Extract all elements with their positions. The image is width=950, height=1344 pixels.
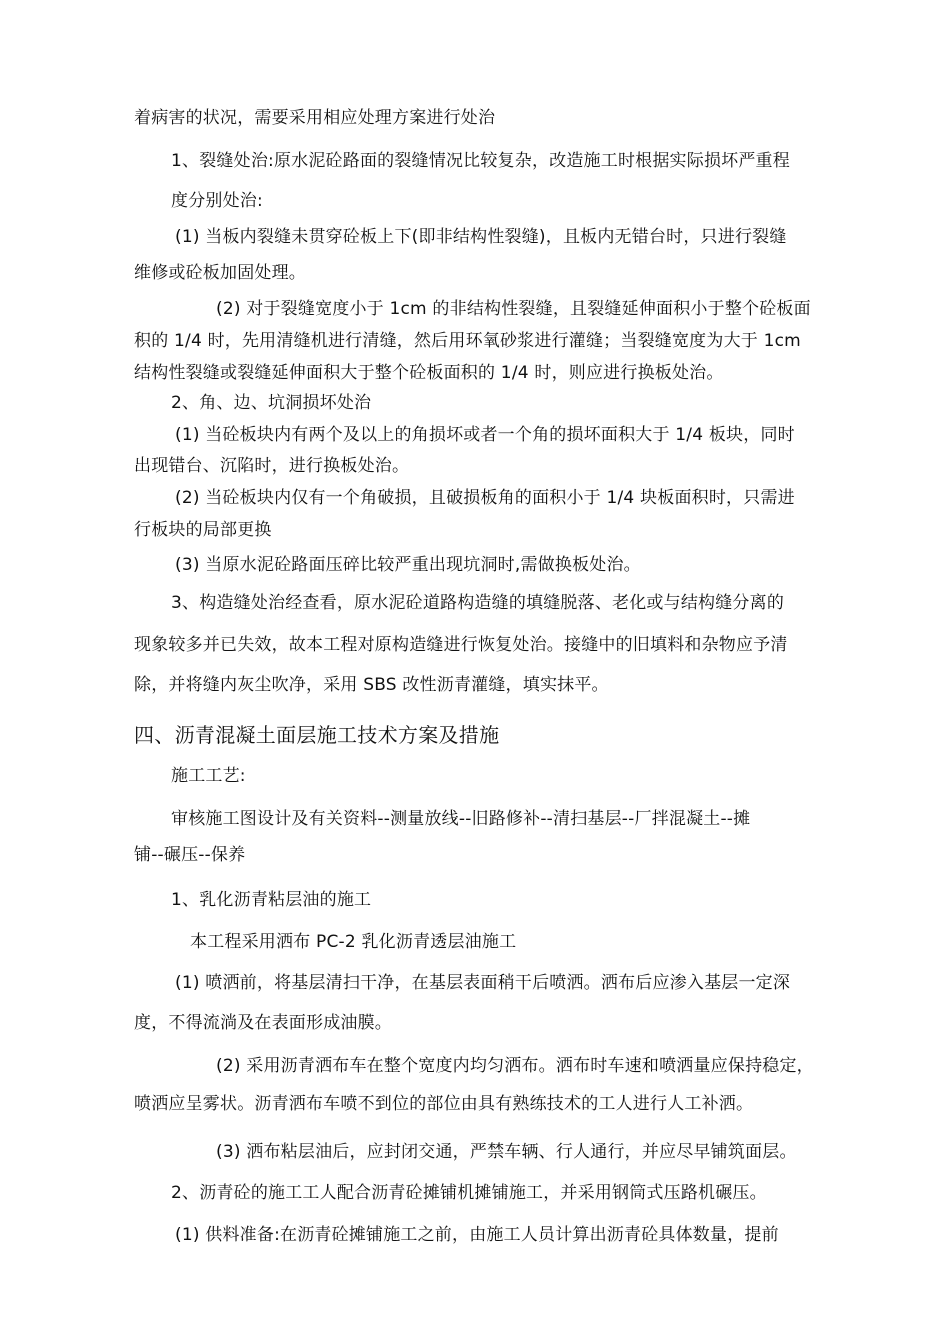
paragraph-line: (2) 当砼板块内仅有一个角破损，且破损板角的面积小于 1/4 块板面积时，只需进 <box>175 488 795 508</box>
paragraph-line: 2、沥青砼的施工工人配合沥青砼摊铺机摊铺施工，并采用钢筒式压路机碾压。 <box>171 1183 767 1203</box>
paragraph-line: (1) 当砼板块内有两个及以上的角损坏或者一个角的损坏面积大于 1/4 板块，同时 <box>175 425 795 445</box>
paragraph-line: (3) 洒布粘层油后，应封闭交通，严禁车辆、行人通行，并应尽早铺筑面层。 <box>216 1142 797 1162</box>
paragraph-line: 施工工艺: <box>171 766 246 786</box>
paragraph-line: 结构性裂缝或裂缝延伸面积大于整个砼板面积的 1/4 时，则应进行换板处治。 <box>134 363 724 383</box>
paragraph-line: 现象较多并已失效，故本工程对原构造缝进行恢复处治。接缝中的旧填料和杂物应予清 <box>134 635 788 655</box>
paragraph-line: (1) 供料准备:在沥青砼摊铺施工之前，由施工人员计算出沥青砼具体数量，提前 <box>175 1225 779 1245</box>
paragraph-line: 出现错台、沉陷时，进行换板处治。 <box>134 456 410 476</box>
paragraph-line: 本工程采用洒布 PC-2 乳化沥青透层油施工 <box>190 932 517 952</box>
paragraph-line: 度，不得流淌及在表面形成油膜。 <box>134 1013 392 1033</box>
paragraph-line: (2) 对于裂缝宽度小于 1cm 的非结构性裂缝，且裂缝延伸面积小于整个砼板面 <box>216 299 811 319</box>
paragraph-line: 审核施工图设计及有关资料--测量放线--旧路修补--清扫基层--厂拌混凝土--摊 <box>171 809 751 829</box>
paragraph-line: (3) 当原水泥砼路面压碎比较严重出现坑洞时,需做换板处治。 <box>175 555 641 575</box>
paragraph-line: 着病害的状况，需要采用相应处理方案进行处治 <box>134 108 496 128</box>
paragraph-line: 行板块的局部更换 <box>134 520 272 540</box>
paragraph-line: 喷洒应呈雾状。沥青洒布车喷不到位的部位由具有熟练技术的工人进行人工补洒。 <box>134 1094 754 1114</box>
paragraph-line: (1) 当板内裂缝未贯穿砼板上下(即非结构性裂缝)，且板内无错台时，只进行裂缝 <box>175 227 787 247</box>
paragraph-line: 除，并将缝内灰尘吹净，采用 SBS 改性沥青灌缝，填实抹平。 <box>134 675 609 695</box>
paragraph-line: 2、角、边、坑洞损坏处治 <box>171 393 372 413</box>
paragraph-line: (1) 喷洒前，将基层清扫干净，在基层表面稍干后喷洒。洒布后应渗入基层一定深 <box>175 973 791 993</box>
paragraph-line: 积的 1/4 时，先用清缝机进行清缝，然后用环氧砂浆进行灌缝；当裂缝宽度为大于 1cm <box>134 331 801 351</box>
paragraph-line: 3、构造缝处治经查看，原水泥砼道路构造缝的填缝脱落、老化或与结构缝分离的 <box>171 593 785 613</box>
paragraph-line: 铺--碾压--保养 <box>134 845 246 865</box>
paragraph-line: 度分别处治: <box>171 191 263 211</box>
paragraph-line: 维修或砼板加固处理。 <box>134 263 306 283</box>
paragraph-line: (2) 采用沥青洒布车在整个宽度内均匀洒布。洒布时车速和喷洒量应保持稳定， <box>216 1056 814 1076</box>
section-heading: 四、沥青混凝土面层施工技术方案及措施 <box>134 723 500 747</box>
paragraph-line: 1、乳化沥青粘层油的施工 <box>171 890 372 910</box>
paragraph-line: 1、裂缝处治:原水泥砼路面的裂缝情况比较复杂，改造施工时根据实际损坏严重程 <box>171 151 790 171</box>
